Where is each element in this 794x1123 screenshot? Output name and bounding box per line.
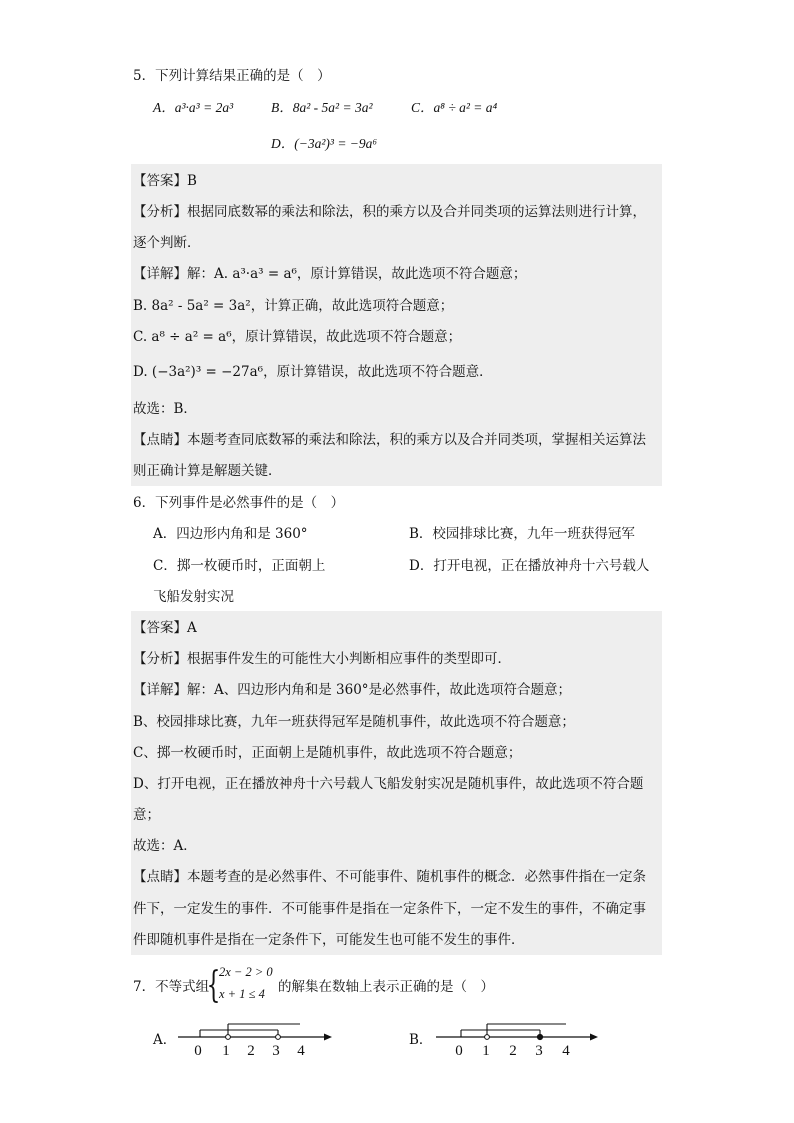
q7-inequality-2: x + 1 ≤ 4 xyxy=(219,987,265,1001)
q5-analysis-line-1: 【分析】根据同底数幂的乘法和除法，积的乘方以及合并同类项的运算法则进行计算， xyxy=(133,204,646,220)
q6-option-d-line-2: 飞船发射实况 xyxy=(153,589,234,605)
q5-choice: 故选：B． xyxy=(133,401,197,417)
tick-label-3: 3 xyxy=(535,1043,543,1059)
q6-option-a: A．四边形内角和是 360° xyxy=(153,526,308,542)
tick-label-4: 4 xyxy=(562,1043,570,1059)
tick-label-1: 1 xyxy=(222,1043,230,1059)
q6-answer: 【答案】A xyxy=(133,620,197,636)
tick-label-4: 4 xyxy=(297,1043,305,1059)
q6-comment-line-1: 【点睛】本题考查的是必然事件、不可能事件、随机事件的概念．必然事件指在一定条 xyxy=(133,869,646,885)
tick-label-0: 0 xyxy=(194,1043,202,1059)
q5-answer: 【答案】B xyxy=(133,173,197,189)
q6-comment-line-2: 件下，一定发生的事件．不可能事件是指在一定条件下，一定不发生的事件，不确定事 xyxy=(133,901,646,917)
q6-option-d-line-1: D．打开电视，正在播放神舟十六号载人 xyxy=(409,558,650,574)
tick-label-2: 2 xyxy=(247,1043,255,1059)
q5-detail-line-1: 【详解】解：A. a³·a³ = a⁶，原计算错误，故此选项不符合题意； xyxy=(133,266,527,282)
q6-choice: 故选：A． xyxy=(133,838,197,854)
q5-comment-line-2: 则正确计算是解题关键． xyxy=(133,463,282,479)
q6-option-b: B．校园排球比赛，九年一班获得冠军 xyxy=(409,526,635,542)
q6-stem: 6．下列事件是必然事件的是（ ） xyxy=(133,495,345,511)
q5-comment-line-1: 【点睛】本题考查同底数幂的乘法和除法，积的乘方以及合并同类项，掌握相关运算法 xyxy=(133,432,646,448)
q5-option-c: C．a⁸ ÷ a² = a⁴ xyxy=(411,100,498,115)
q5-analysis-line-2: 逐个判断． xyxy=(133,235,201,251)
q5-detail-line-2: B. 8a² - 5a² = 3a²，计算正确，故此选项符合题意； xyxy=(133,298,454,314)
q7-stem-prefix: 7．不等式组 xyxy=(133,979,210,995)
q5-option-a: A．a³·a³ = 2a³ xyxy=(153,100,234,115)
q6-detail-line-4b: 意； xyxy=(133,807,160,823)
q6-detail-line-4a: D、打开电视，正在播放神舟十六号载人飞船发射实况是随机事件，故此选项不符合题 xyxy=(133,776,644,792)
q6-detail-line-1: 【详解】解：A、四边形内角和是 360°是必然事件，故此选项符合题意； xyxy=(133,682,572,698)
q7-option-b-label: B． xyxy=(409,1032,433,1048)
q5-stem: 5．下列计算结果正确的是（ ） xyxy=(133,68,331,84)
q7-inequality-1: 2x − 2 > 0 xyxy=(219,965,273,979)
q6-comment-line-3: 件即随机事件是指在一定条件下，可能发生也可能不发生的事件． xyxy=(133,932,525,948)
q7-option-a-number-line xyxy=(176,1014,336,1060)
tick-label-1: 1 xyxy=(482,1043,490,1059)
tick-label-3: 3 xyxy=(272,1043,280,1059)
q7-option-a-label: A． xyxy=(153,1032,177,1048)
q7-brace: { xyxy=(206,965,221,1006)
q5-option-b: B．8a² - 5a² = 3a² xyxy=(271,100,373,115)
q5-detail-line-3: C. a⁸ ÷ a² = a⁶，原计算错误，故此选项不符合题意； xyxy=(133,329,462,345)
q7-option-b-number-line xyxy=(434,1014,604,1060)
q6-analysis: 【分析】根据事件发生的可能性大小判断相应事件的类型即可． xyxy=(133,651,511,667)
q7-stem-suffix: 的解集在数轴上表示正确的是（ ） xyxy=(278,979,494,995)
q5-detail-line-4: D. (−3a²)³ = −27a⁶，原计算错误，故此选项不符合题意． xyxy=(133,364,493,380)
tick-label-2: 2 xyxy=(509,1043,517,1059)
q6-detail-line-3: C、掷一枚硬币时，正面朝上是随机事件，故此选项不符合题意； xyxy=(133,745,522,761)
q6-detail-line-2: B、校园排球比赛，九年一班获得冠军是随机事件，故此选项不符合题意； xyxy=(133,714,575,730)
q6-option-c: C．掷一枚硬币时，正面朝上 xyxy=(153,558,326,574)
tick-label-0: 0 xyxy=(455,1043,463,1059)
q5-option-d: D．(−3a²)³ = −9a⁶ xyxy=(271,136,378,151)
